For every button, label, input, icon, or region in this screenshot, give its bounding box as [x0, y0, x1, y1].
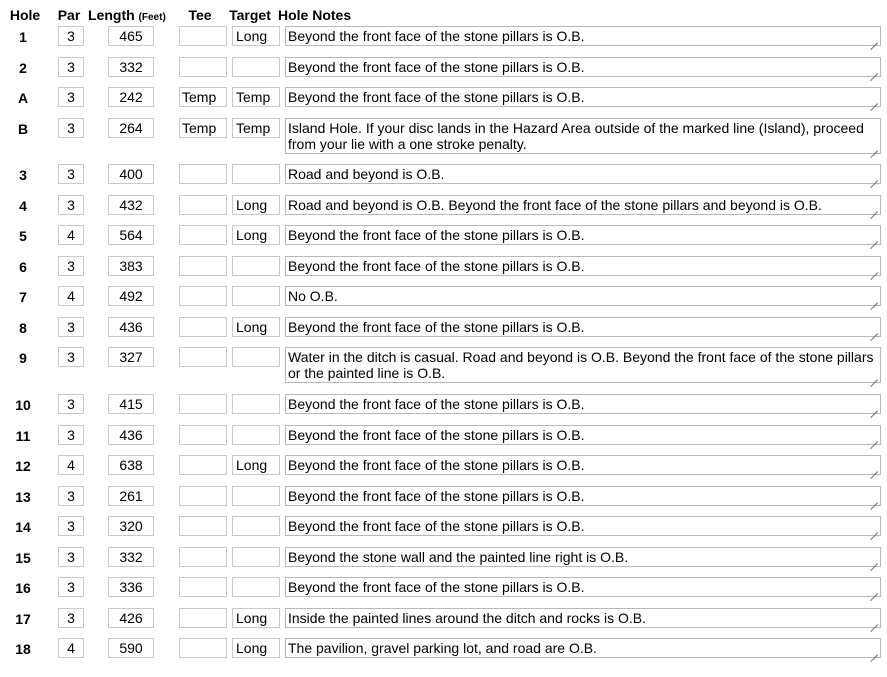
tee-field[interactable]: Temp — [179, 87, 227, 107]
length-field[interactable]: 320 — [108, 516, 154, 536]
hole-notes-text: Beyond the front face of the stone pillars is O.B. — [288, 396, 585, 412]
hole-number: 3 — [19, 167, 27, 183]
hole-number: 13 — [15, 489, 31, 505]
table-row — [4, 57, 884, 79]
tee-field[interactable] — [179, 164, 227, 184]
tee-field[interactable] — [179, 455, 227, 475]
hole-notes-text: Beyond the front face of the stone pillars is O.B. — [288, 258, 585, 274]
resize-grip-icon[interactable] — [870, 173, 878, 181]
hole-notes-text: Beyond the front face of the stone pillars is O.B. — [288, 28, 585, 44]
hole-notes-textarea[interactable] — [285, 87, 881, 107]
table-row — [4, 225, 884, 247]
resize-grip-icon[interactable] — [870, 556, 878, 564]
resize-grip-icon[interactable] — [870, 464, 878, 472]
tee-field[interactable] — [179, 57, 227, 77]
tee-field[interactable] — [179, 26, 227, 46]
target-field[interactable] — [232, 486, 280, 506]
table-row — [4, 195, 884, 217]
hole-notes-text: Inside the painted lines around the ditch and rocks is O.B. — [288, 610, 646, 626]
target-field[interactable]: Long — [232, 225, 280, 245]
target-field[interactable]: Long — [232, 317, 280, 337]
table-row — [4, 256, 884, 278]
hole-notes-textarea[interactable] — [285, 638, 881, 658]
hole-number: 16 — [15, 580, 31, 596]
length-field[interactable]: 336 — [108, 577, 154, 597]
length-field[interactable]: 465 — [108, 26, 154, 46]
par-field[interactable]: 3 — [58, 57, 84, 77]
length-field[interactable]: 638 — [108, 455, 154, 475]
table-row — [4, 394, 884, 416]
target-field[interactable] — [232, 425, 280, 445]
hole-notes-text: Beyond the front face of the stone pillars is O.B. — [288, 488, 585, 504]
hole-notes-text: Island Hole. If your disc lands in the Hazard Area outside of the marked line (Island), proceed from your lie with a one stroke penalty. — [288, 120, 864, 152]
hole-notes-textarea[interactable] — [285, 394, 881, 414]
tee-field[interactable] — [179, 317, 227, 337]
hole-notes-textarea[interactable] — [285, 425, 881, 445]
target-field[interactable] — [232, 547, 280, 567]
hole-notes-text: Beyond the front face of the stone pillars is O.B. — [288, 227, 585, 243]
hole-number: 10 — [15, 397, 31, 413]
target-field[interactable]: Temp — [232, 87, 280, 107]
hole-notes-textarea[interactable] — [285, 256, 881, 276]
hole-notes-text: Beyond the front face of the stone pillars is O.B. — [288, 457, 585, 473]
hole-number: 17 — [15, 611, 31, 627]
resize-grip-icon[interactable] — [870, 295, 878, 303]
tee-field[interactable]: Temp — [179, 118, 227, 138]
hole-number: 15 — [15, 550, 31, 566]
table-row — [4, 638, 884, 660]
table-row — [4, 577, 884, 599]
header-length — [88, 7, 174, 23]
length-field[interactable]: 242 — [108, 87, 154, 107]
length-field[interactable]: 590 — [108, 638, 154, 658]
hole-number: 2 — [19, 60, 27, 76]
table-row — [4, 608, 884, 630]
tee-field[interactable] — [179, 394, 227, 414]
tee-field[interactable] — [179, 577, 227, 597]
hole-notes-text: Road and beyond is O.B. — [288, 166, 445, 182]
par-field[interactable]: 3 — [58, 486, 84, 506]
length-field[interactable]: 426 — [108, 608, 154, 628]
target-field[interactable] — [232, 394, 280, 414]
table-row — [4, 455, 884, 477]
par-field[interactable]: 3 — [58, 577, 84, 597]
resize-grip-icon[interactable] — [870, 35, 878, 43]
resize-grip-icon[interactable] — [870, 647, 878, 655]
par-field[interactable]: 4 — [58, 225, 84, 245]
hole-notes-textarea[interactable] — [285, 225, 881, 245]
resize-grip-icon[interactable] — [870, 372, 878, 380]
hole-number: 9 — [19, 350, 27, 366]
tee-field[interactable] — [179, 286, 227, 306]
resize-grip-icon[interactable] — [870, 143, 878, 151]
par-field[interactable]: 3 — [58, 394, 84, 414]
hole-notes-text: Beyond the front face of the stone pillars is O.B. — [288, 319, 585, 335]
resize-grip-icon[interactable] — [870, 204, 878, 212]
par-field[interactable]: 3 — [58, 317, 84, 337]
target-field[interactable]: Long — [232, 455, 280, 475]
length-field[interactable]: 436 — [108, 425, 154, 445]
tee-field[interactable] — [179, 638, 227, 658]
hole-number: 12 — [15, 458, 31, 474]
tee-field[interactable] — [179, 425, 227, 445]
table-row — [4, 26, 884, 48]
target-field[interactable] — [232, 57, 280, 77]
hole-number: 4 — [19, 198, 27, 214]
hole-notes-textarea[interactable] — [285, 347, 881, 383]
header-par: Par — [57, 7, 81, 23]
table-row — [4, 347, 884, 385]
length-field[interactable]: 492 — [108, 286, 154, 306]
par-field[interactable]: 3 — [58, 608, 84, 628]
hole-notes-text: Beyond the stone wall and the painted line right is O.B. — [288, 549, 629, 565]
length-field[interactable]: 564 — [108, 225, 154, 245]
length-field[interactable]: 415 — [108, 394, 154, 414]
resize-grip-icon[interactable] — [870, 403, 878, 411]
header-notes: Hole Notes — [278, 7, 352, 23]
hole-notes-textarea[interactable] — [285, 286, 881, 306]
tee-field[interactable] — [179, 225, 227, 245]
par-field[interactable]: 3 — [58, 164, 84, 184]
hole-notes-text: Road and beyond is O.B. Beyond the front face of the stone pillars and beyond is O.B. — [288, 197, 822, 213]
hole-notes-textarea[interactable] — [285, 577, 881, 597]
tee-field[interactable] — [179, 486, 227, 506]
table-header — [4, 4, 887, 26]
par-field[interactable]: 4 — [58, 638, 84, 658]
table-row — [4, 164, 884, 186]
target-field[interactable]: Temp — [232, 118, 280, 138]
hole-notes-textarea[interactable] — [285, 486, 881, 506]
resize-grip-icon[interactable] — [870, 586, 878, 594]
length-field[interactable]: 332 — [108, 547, 154, 567]
par-field[interactable]: 4 — [58, 286, 84, 306]
hole-notes-text: The pavilion, gravel parking lot, and road are O.B. — [288, 640, 597, 656]
hole-notes-text: Beyond the front face of the stone pillars is O.B. — [288, 89, 585, 105]
table-row — [4, 547, 884, 569]
resize-grip-icon[interactable] — [870, 434, 878, 442]
table-row — [4, 317, 884, 339]
hole-notes-text: Water in the ditch is casual. Road and beyond is O.B. Beyond the front face of the stone pillars or the painted line is O.B. — [288, 349, 874, 381]
header-target: Target — [229, 7, 271, 23]
target-field[interactable] — [232, 256, 280, 276]
hole-notes-text: Beyond the front face of the stone pillars is O.B. — [288, 518, 585, 534]
par-field[interactable]: 3 — [58, 256, 84, 276]
tee-field[interactable] — [179, 516, 227, 536]
hole-notes-text: No O.B. — [288, 288, 338, 304]
table-row — [4, 118, 884, 156]
target-field[interactable]: Long — [232, 608, 280, 628]
table-row — [4, 516, 884, 538]
par-field[interactable]: 4 — [58, 455, 84, 475]
par-field[interactable]: 3 — [58, 547, 84, 567]
length-field[interactable]: 327 — [108, 347, 154, 367]
hole-number: B — [17, 121, 29, 137]
hole-notes-textarea[interactable] — [285, 455, 881, 475]
hole-number: 11 — [15, 428, 31, 444]
par-field[interactable]: 3 — [58, 347, 84, 367]
length-field[interactable]: 264 — [108, 118, 154, 138]
hole-notes-textarea[interactable] — [285, 195, 881, 215]
length-field[interactable]: 400 — [108, 164, 154, 184]
resize-grip-icon[interactable] — [870, 525, 878, 533]
hole-number: 7 — [19, 289, 27, 305]
hole-notes-text: Beyond the front face of the stone pillars is O.B. — [288, 59, 585, 75]
hole-number: 8 — [19, 320, 27, 336]
resize-grip-icon[interactable] — [870, 326, 878, 334]
header-length-label: Length — [88, 7, 135, 23]
tee-field[interactable] — [179, 547, 227, 567]
hole-notes-textarea[interactable] — [285, 164, 881, 184]
hole-notes-text: Beyond the front face of the stone pillars is O.B. — [288, 579, 585, 595]
resize-grip-icon[interactable] — [870, 234, 878, 242]
table-row — [4, 87, 884, 109]
target-field[interactable] — [232, 286, 280, 306]
tee-field[interactable] — [179, 608, 227, 628]
table-row — [4, 425, 884, 447]
resize-grip-icon[interactable] — [870, 66, 878, 74]
par-field[interactable]: 3 — [58, 26, 84, 46]
length-field[interactable]: 436 — [108, 317, 154, 337]
table-row — [4, 486, 884, 508]
hole-number: A — [17, 90, 29, 106]
hole-number: 6 — [19, 259, 27, 275]
length-field[interactable]: 261 — [108, 486, 154, 506]
hole-number: 14 — [15, 519, 31, 535]
tee-field[interactable] — [179, 256, 227, 276]
target-field[interactable] — [232, 577, 280, 597]
hole-notes-textarea[interactable] — [285, 516, 881, 536]
hole-notes-textarea[interactable] — [285, 547, 881, 567]
hole-number: 18 — [15, 641, 31, 657]
hole-number: 5 — [19, 228, 27, 244]
target-field[interactable] — [232, 347, 280, 367]
length-field[interactable]: 383 — [108, 256, 154, 276]
resize-grip-icon[interactable] — [870, 495, 878, 503]
target-field[interactable]: Long — [232, 638, 280, 658]
length-field[interactable]: 432 — [108, 195, 154, 215]
target-field[interactable] — [232, 516, 280, 536]
hole-notes-textarea[interactable] — [285, 317, 881, 337]
resize-grip-icon[interactable] — [870, 96, 878, 104]
resize-grip-icon[interactable] — [870, 265, 878, 273]
resize-grip-icon[interactable] — [870, 617, 878, 625]
target-field[interactable]: Long — [232, 26, 280, 46]
length-field[interactable]: 332 — [108, 57, 154, 77]
par-field[interactable]: 3 — [58, 87, 84, 107]
header-tee: Tee — [188, 7, 212, 23]
hole-notes-textarea[interactable] — [285, 608, 881, 628]
tee-field[interactable] — [179, 195, 227, 215]
target-field[interactable]: Long — [232, 195, 280, 215]
par-field[interactable]: 3 — [58, 195, 84, 215]
header-hole: Hole — [9, 7, 41, 23]
header-length-unit: (Feet) — [138, 12, 166, 23]
hole-number: 1 — [19, 29, 27, 45]
hole-notes-textarea[interactable] — [285, 118, 881, 154]
hole-notes-text: Beyond the front face of the stone pillars is O.B. — [288, 427, 585, 443]
par-field[interactable]: 3 — [58, 516, 84, 536]
table-row — [4, 286, 884, 308]
hole-notes-textarea[interactable] — [285, 57, 881, 77]
par-field[interactable]: 3 — [58, 425, 84, 445]
target-field[interactable] — [232, 164, 280, 184]
hole-notes-textarea[interactable] — [285, 26, 881, 46]
tee-field[interactable] — [179, 347, 227, 367]
par-field[interactable]: 3 — [58, 118, 84, 138]
